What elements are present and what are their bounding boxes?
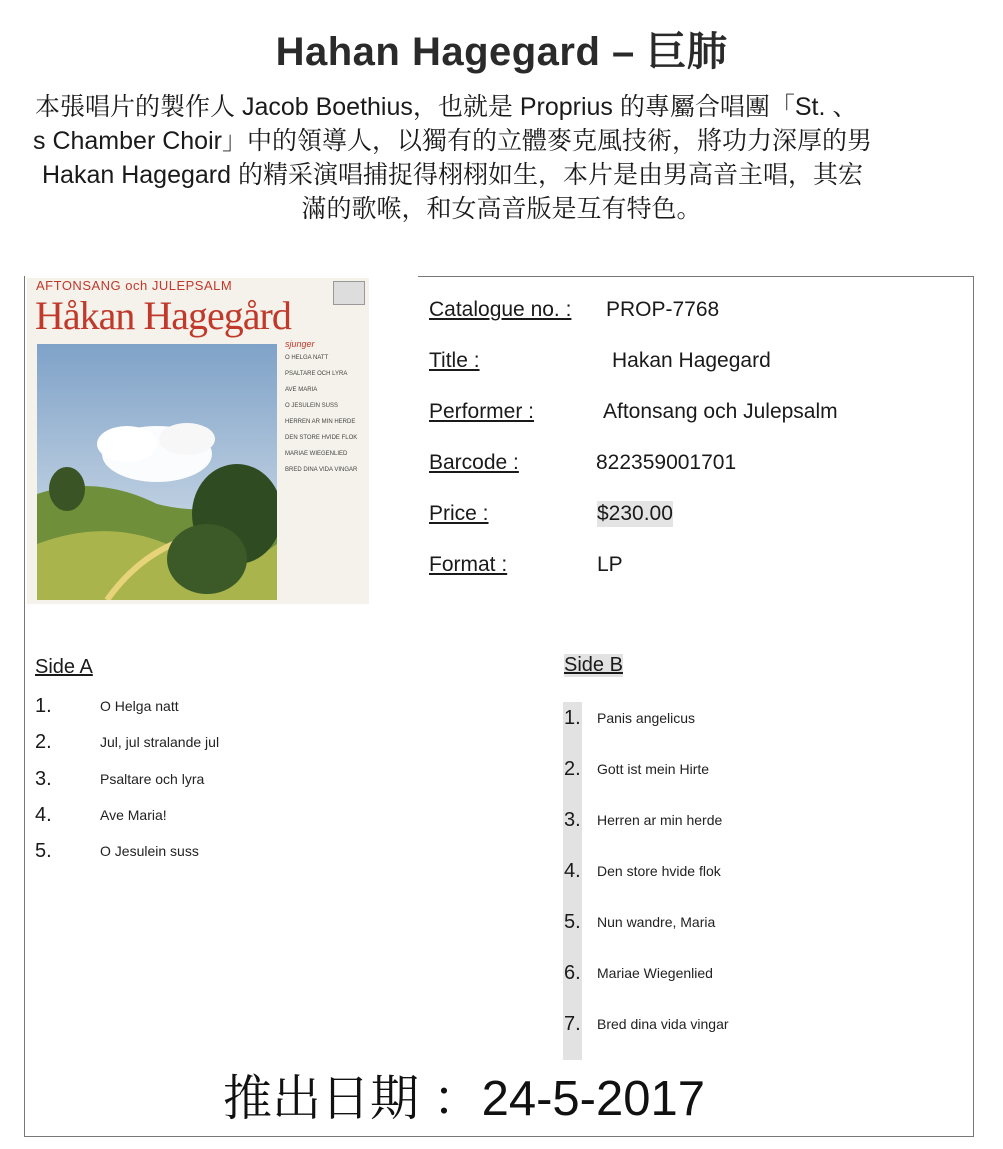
track-number: 3. [35,768,52,790]
cover-sjunger: sjunger [285,339,315,349]
cover-song: HERREN AR MIN HERDE [285,419,356,425]
track-title: Herren ar min herde [597,812,723,828]
album-cover [27,278,369,604]
cover-song: O JESULEIN SUSS [285,403,339,409]
cover-song: PSALTARE OCH LYRA [285,371,348,377]
track-title: O Helga natt [100,698,179,714]
label-logo-icon [333,281,365,305]
cover-album-title: AFTONSANG och JULEPSALM [36,278,233,293]
barcode-value: 822359001701 [596,451,737,474]
track-title: Gott ist mein Hirte [597,761,710,777]
track-title: Psaltare och lyra [100,771,205,787]
cover-artist-name: Håkan Hagegård [35,293,291,338]
title-row [429,348,771,374]
intro-line-2: s Chamber Choir」中的領導人，以獨有的立體麥克風技術，將功力深厚的男 [33,127,872,155]
format-row [429,552,623,578]
track-title: Nun wandre, Maria [597,914,716,930]
track-number: 1. [564,707,581,729]
barcode-row [429,450,737,476]
performer-label: Performer : [429,400,535,423]
catalogue-label: Catalogue no. : [429,298,572,321]
price-value: $230.00 [597,502,673,525]
track-title: Jul, jul stralande jul [100,734,220,750]
performer-value: Aftonsang och Julepsalm [603,400,838,423]
landscape-painting [37,344,277,600]
track-title: Bred dina vida vingar [597,1016,729,1032]
track-number: 1. [35,695,52,717]
cover-song: AVE MARIA [285,387,318,393]
track-title: O Jesulein suss [100,843,199,859]
track-title: Den store hvide flok [597,863,721,879]
performer-row [429,399,838,425]
track-title: Panis angelicus [597,710,696,726]
price-row [429,501,673,527]
track-title: Ave Maria! [100,807,167,823]
cover-song: O HELGA NATT [285,355,329,361]
title-label: Title : [429,349,480,372]
track-number: 3. [564,809,581,831]
track-number: 2. [35,731,52,753]
catalogue-row [429,297,720,323]
track-number: 7. [564,1013,581,1035]
intro-line-4: 滿的歌喉，和女高音版是互有特色。 [301,195,702,223]
track-number: 4. [35,804,52,826]
intro-line-1: 本張唱片的製作人 Jacob Boethius，也就是 Proprius 的專屬合唱團「St. 、 [35,93,858,121]
cover-song: BRED DINA VIDA VINGAR [285,467,358,473]
cover-song: DEN STORE HVIDE FLOK [285,435,358,441]
track-number: 5. [35,840,52,862]
track-number: 4. [564,860,581,882]
frame-top-divider [418,276,973,277]
format-label: Format : [429,553,508,576]
price-label: Price : [429,502,489,525]
track-number: 6. [564,962,581,984]
track-title: Mariae Wiegenlied [597,965,713,981]
cover-song-list [285,340,365,482]
side-a-heading: Side A [35,656,93,678]
cover-song: MARIAE WIEGENLIED [285,451,348,457]
side-b-heading: Side B [564,654,623,676]
catalogue-value: PROP-7768 [606,298,720,321]
barcode-label: Barcode : [429,451,519,474]
page-title: Hahan Hagegard – 巨肺 [275,30,728,74]
release-date: 推出日期 ：24-5-2017 [222,1072,705,1126]
track-number: 5. [564,911,581,933]
format-value: LP [597,553,623,576]
track-number: 2. [564,758,581,780]
title-value: Hakan Hagegard [612,349,771,372]
intro-text [0,90,1003,226]
intro-line-3: Hakan Hagegard 的精采演唱捕捉得栩栩如生，本片是由男高音主唱，其宏 [42,161,863,189]
